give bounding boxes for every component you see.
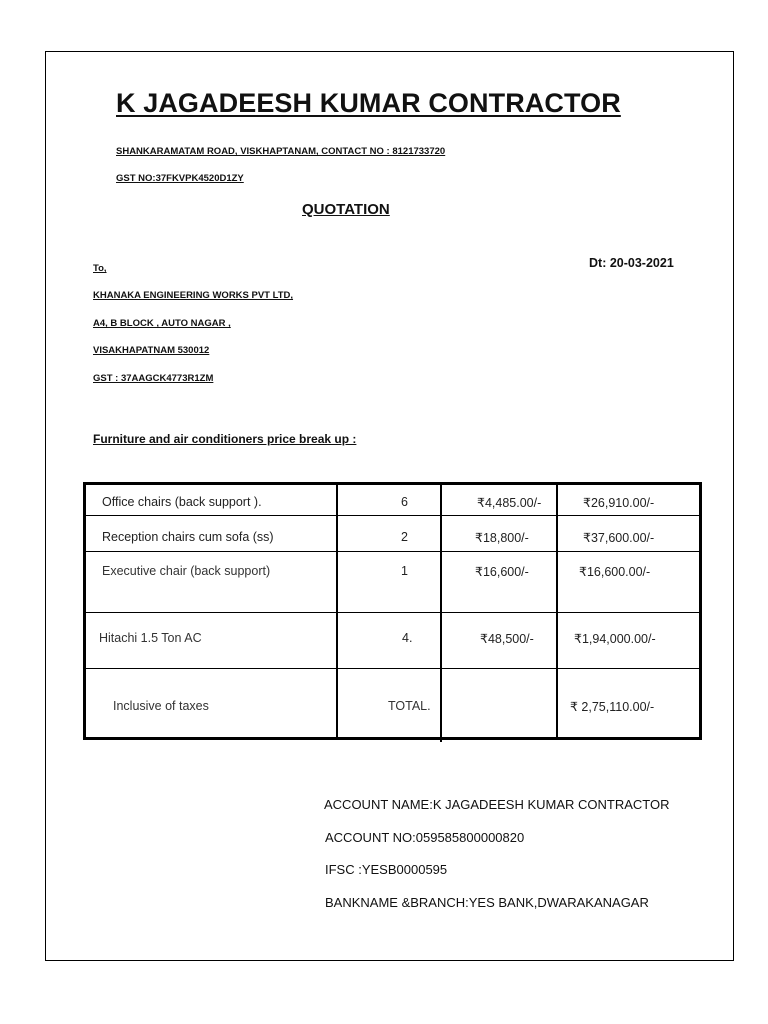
table-row-amount: ₹37,600.00/- bbox=[583, 531, 655, 545]
recipient-address-line1: A4, B BLOCK , AUTO NAGAR , bbox=[93, 318, 231, 329]
table-row-item: Office chairs (back support ). bbox=[102, 495, 262, 509]
table-row-item: Hitachi 1.5 Ton AC bbox=[99, 631, 202, 645]
table-row-qty: 4. bbox=[402, 631, 413, 645]
row-divider bbox=[83, 515, 702, 516]
company-address: SHANKARAMATAM ROAD, VISKHAPTANAM, CONTACT NO : 8121733720 bbox=[116, 146, 446, 157]
table-total-amount: ₹ 2,75,110.00/- bbox=[570, 700, 655, 714]
bank-account-number: ACCOUNT NO:059585800000820 bbox=[325, 830, 525, 845]
table-row-amount: ₹26,910.00/- bbox=[583, 496, 655, 510]
recipient-gst: GST : 37AAGCK4773R1ZM bbox=[93, 373, 214, 384]
company-gst: GST NO:37FKVPK4520D1ZY bbox=[116, 173, 244, 184]
table-total-qty: TOTAL. bbox=[388, 699, 431, 713]
table-row-qty: 2 bbox=[401, 530, 408, 544]
recipient-to: To, bbox=[93, 263, 107, 274]
table-row-item: Executive chair (back support) bbox=[102, 564, 271, 578]
row-divider bbox=[83, 551, 702, 552]
table-row-qty: 6 bbox=[401, 495, 408, 509]
column-divider bbox=[336, 482, 338, 740]
table-row-rate: ₹48,500/- bbox=[480, 632, 534, 646]
quotation-date: Dt: 20-03-2021 bbox=[589, 256, 674, 270]
table-row-rate: ₹4,485.00/- bbox=[477, 496, 542, 510]
section-heading: Furniture and air conditioners price break up : bbox=[93, 432, 357, 446]
bank-account-name: ACCOUNT NAME:K JAGADEESH KUMAR CONTRACTOR bbox=[324, 797, 670, 812]
table-row-rate: ₹16,600/- bbox=[475, 565, 529, 579]
table-row-amount: ₹16,600.00/- bbox=[579, 565, 651, 579]
table-row-item: Reception chairs cum sofa (ss) bbox=[102, 530, 274, 544]
document-title: QUOTATION bbox=[302, 201, 390, 218]
column-divider bbox=[556, 482, 558, 740]
table-row-qty: 1 bbox=[401, 564, 408, 578]
recipient-address-line2: VISAKHAPATNAM 530012 bbox=[93, 345, 210, 356]
price-table bbox=[83, 482, 702, 740]
bank-branch: BANKNAME &BRANCH:YES BANK,DWARAKANAGAR bbox=[325, 895, 649, 910]
table-total-label: Inclusive of taxes bbox=[113, 699, 209, 713]
table-row-amount: ₹1,94,000.00/- bbox=[574, 632, 656, 646]
table-row-rate: ₹18,800/- bbox=[475, 531, 529, 545]
row-divider bbox=[83, 612, 702, 613]
bank-ifsc: IFSC :YESB0000595 bbox=[325, 862, 448, 877]
company-title: K JAGADEESH KUMAR CONTRACTOR bbox=[116, 88, 621, 118]
recipient-name: KHANAKA ENGINEERING WORKS PVT LTD, bbox=[93, 290, 294, 301]
row-divider bbox=[83, 668, 702, 669]
